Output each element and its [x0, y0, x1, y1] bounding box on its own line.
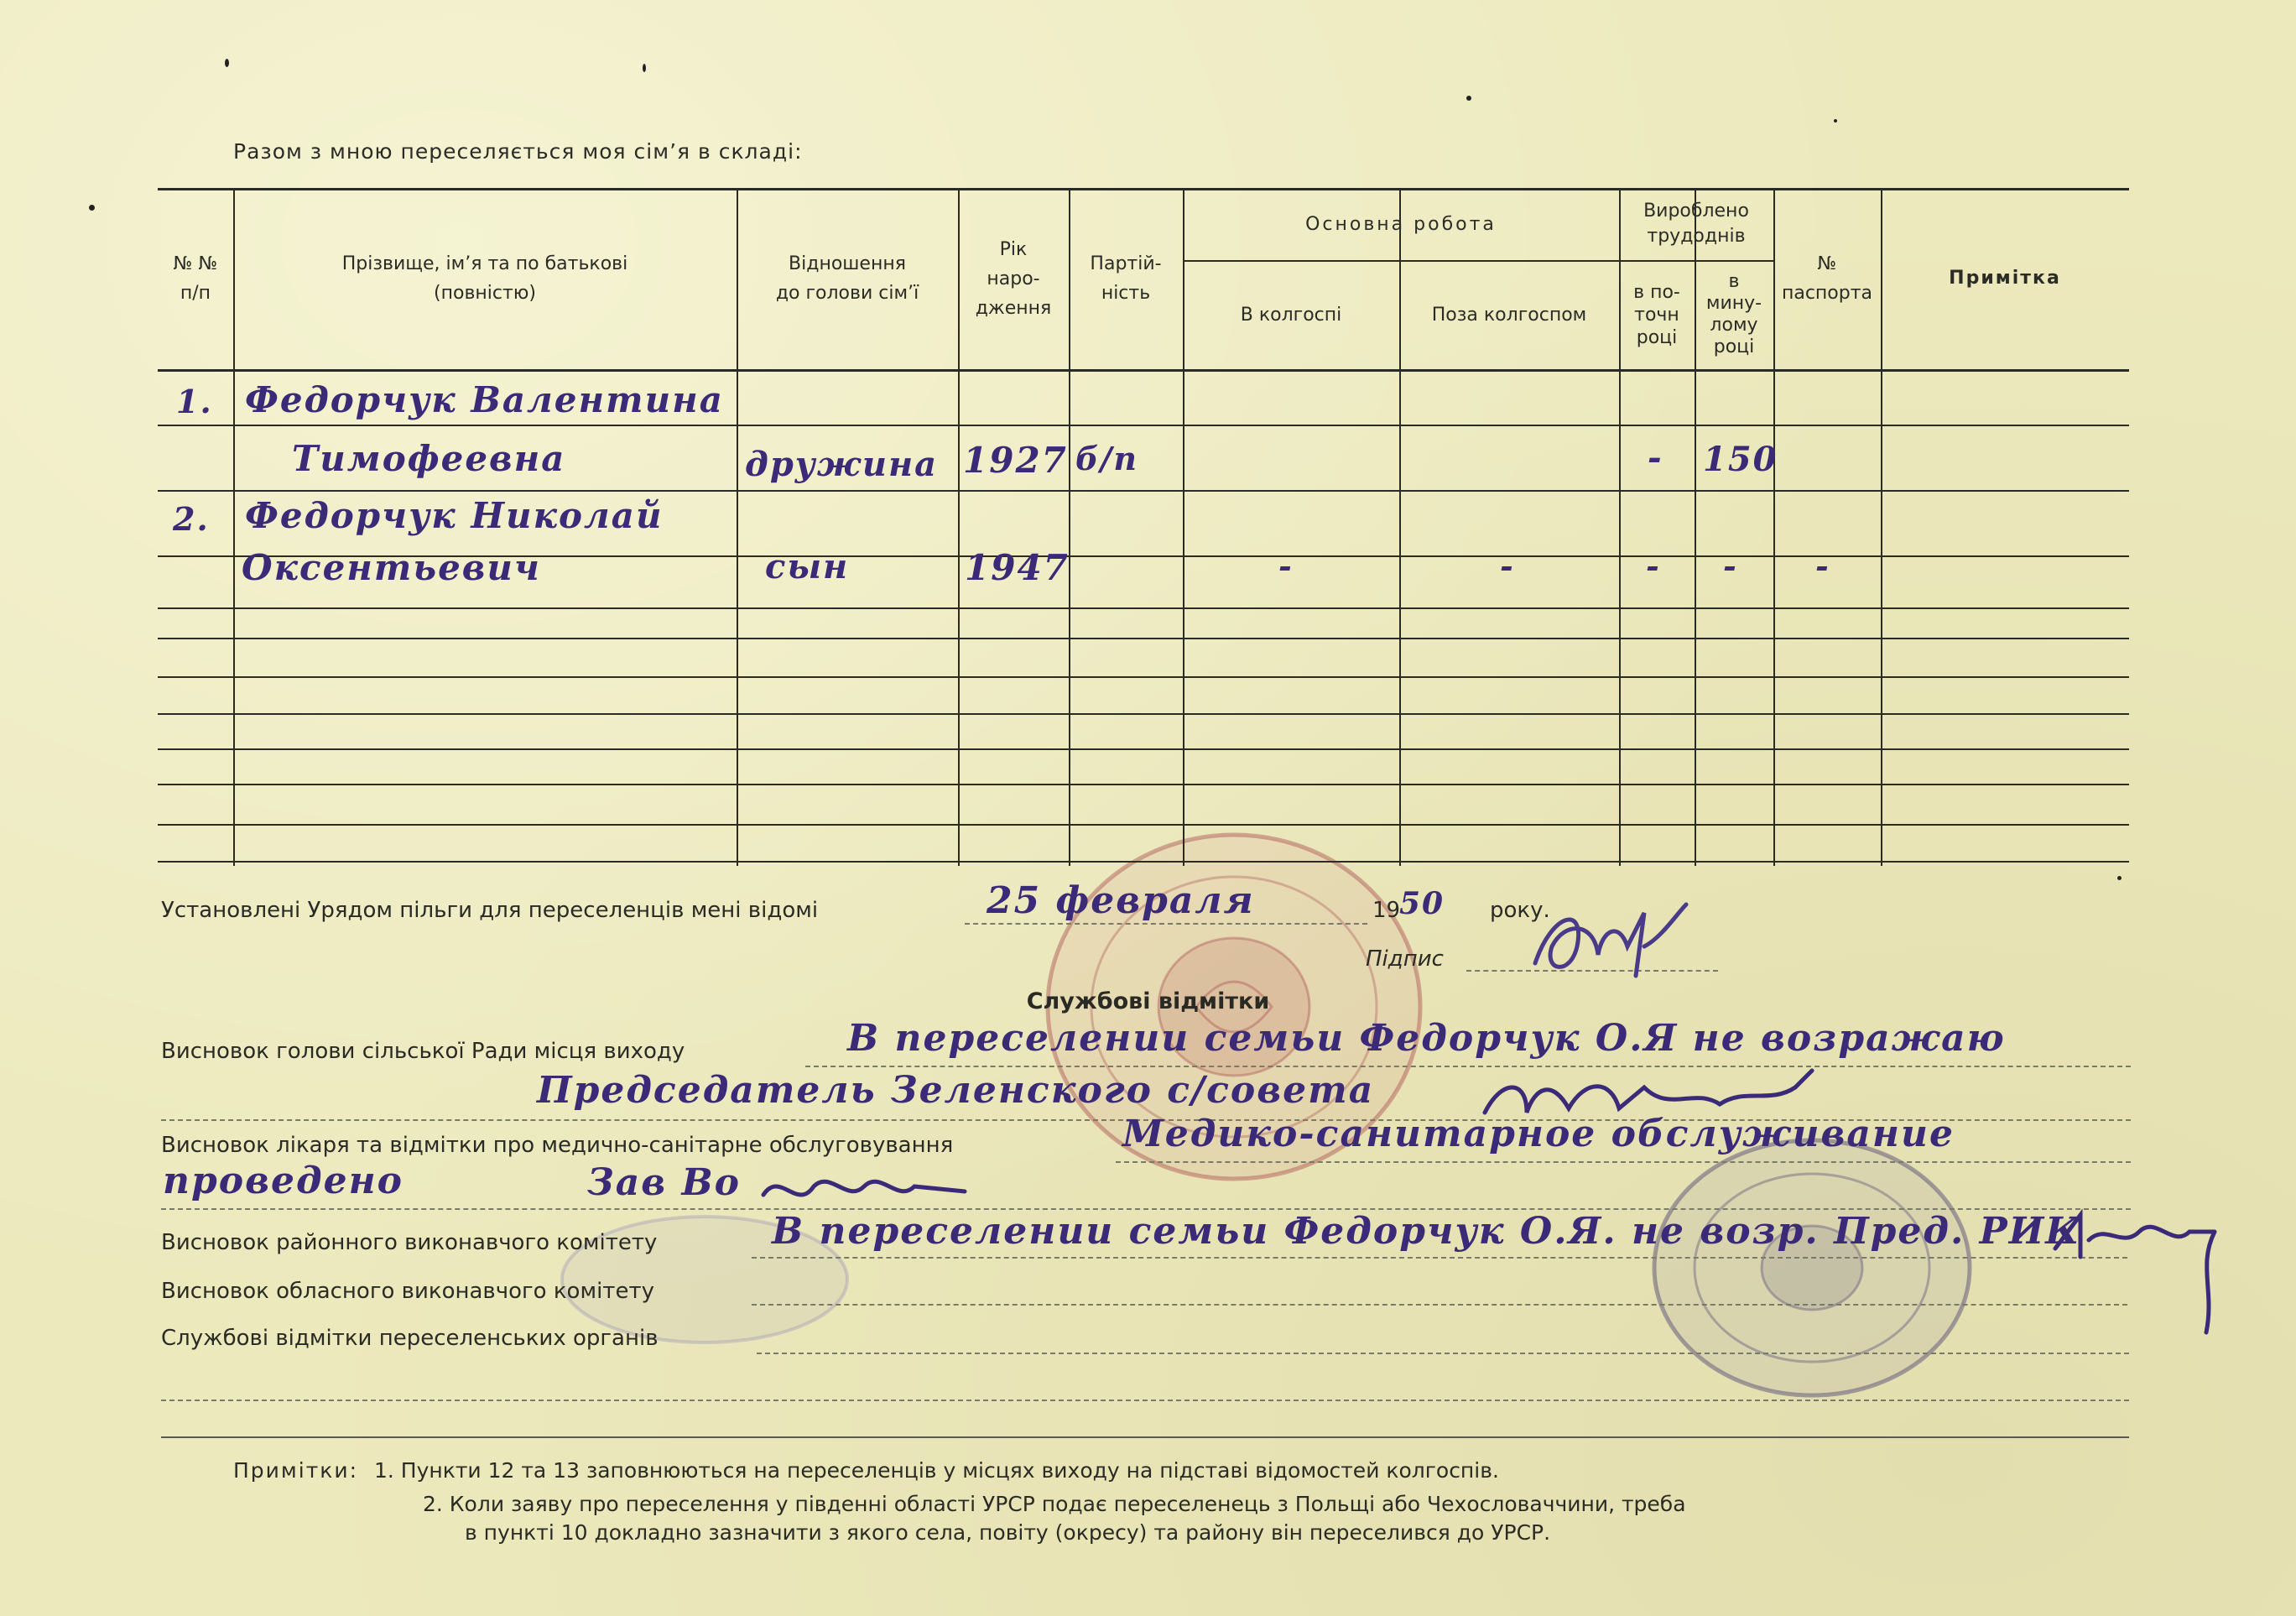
- note-2b: в пункті 10 докладно зазначити з якого села, повіту (окресу) та району він переселився до УРСР.: [465, 1520, 1551, 1545]
- row1-relation: дружина: [745, 445, 939, 484]
- row-rule: [158, 490, 2129, 492]
- row-rule: [158, 748, 2129, 750]
- family-members-table: [158, 188, 2129, 866]
- row1-name-line1: Федорчук Валентина: [245, 379, 724, 420]
- header-workdays: Вироблено трудоднів: [1643, 201, 1749, 247]
- row-rule: [158, 784, 2129, 785]
- district-committee-conclusion: В переселении семьи Федорчук О.Я. не возр. Пред. РИК: [772, 1210, 2081, 1253]
- speck: [89, 205, 95, 211]
- doctor-conclusion: Медико-санитарное обслуживание: [1122, 1113, 1955, 1155]
- row1-name-line2: Тимофеевна: [292, 438, 566, 479]
- speck: [1834, 119, 1837, 123]
- district-committee-label: Висновок районного виконавчого комітету: [161, 1230, 658, 1255]
- header-passport: № паспорта: [1781, 253, 1873, 304]
- row2-name-line1: Федорчук Николай: [245, 495, 664, 536]
- table-bottom-rule: [158, 861, 2129, 863]
- row2-relation: сын: [765, 547, 850, 586]
- header-note: Примітка: [1949, 268, 2061, 289]
- row2-name-line2: Оксентьевич: [242, 547, 541, 588]
- row-rule: [158, 425, 2129, 426]
- benefits-date-line: [965, 923, 1367, 925]
- notes-prefix: Примітки:: [233, 1458, 359, 1483]
- row-rule: [158, 713, 2129, 715]
- header-outside-kolhosp: Поза колгоспом: [1431, 304, 1587, 326]
- benefits-year-prefix: 19: [1372, 898, 1401, 923]
- header-party: Партій- ність: [1090, 253, 1162, 304]
- district-committee-line: [752, 1257, 2127, 1259]
- village-council-signer: Председатель Зеленского с/совета: [537, 1069, 1375, 1112]
- header-last-year: в мину- лому році: [1705, 271, 1762, 357]
- row2-num: 2.: [173, 500, 210, 538]
- speck: [2117, 876, 2122, 880]
- service-title: Службові відмітки: [1026, 988, 1270, 1014]
- header-birth-year: Рік наро- дження: [975, 238, 1052, 319]
- village-council-conclusion: В переселении семьи Федорчук О.Я не возражаю: [847, 1017, 2006, 1060]
- row1-num: 1.: [176, 383, 213, 420]
- resettlement-organs-line: [757, 1353, 2129, 1354]
- section-bottom-rule: [161, 1436, 2129, 1438]
- intro-text: Разом з мною переселяється моя сім’я в складі:: [233, 139, 803, 164]
- doctor-signer: Зав Во: [587, 1161, 741, 1204]
- oblast-committee-label: Висновок обласного виконавчого комітету: [161, 1279, 654, 1304]
- row1-current-year: -: [1648, 438, 1663, 477]
- speck: [225, 59, 229, 67]
- row-rule: [158, 638, 2129, 639]
- table-header-bottom-rule: [158, 369, 2129, 372]
- row1-last-year: 150: [1703, 440, 1778, 479]
- row2-birth-year: 1947: [965, 547, 1070, 588]
- doctor-line: [1116, 1161, 2131, 1163]
- village-council-line: [805, 1066, 2131, 1067]
- row1-party: б/п: [1075, 440, 1138, 477]
- resettlement-organs-line-2: [161, 1400, 2129, 1401]
- speck: [1466, 96, 1471, 101]
- doctor-label: Висновок лікаря та відмітки про медично-санітарне обслуговування: [161, 1133, 954, 1158]
- note-2a: 2. Коли заяву про переселення у південні області УРСР подає переселенець з Польщі або Чехословаччини, треба: [423, 1492, 1686, 1516]
- header-main-work: Основна робота: [1305, 213, 1497, 235]
- doctor-conclusion-2: проведено: [163, 1160, 404, 1202]
- row2-in-kolhosp: -: [1278, 547, 1294, 585]
- speck: [643, 64, 646, 72]
- row2-current-year: -: [1646, 547, 1661, 585]
- benefits-year-suffix: року.: [1490, 898, 1550, 923]
- benefits-year: 50: [1399, 886, 1445, 921]
- round-stamp-district-committee: [1644, 1129, 1980, 1406]
- header-name: Прізвище, ім’я та по батькові (повністю): [341, 253, 628, 304]
- row2-outside-kolhosp: -: [1500, 547, 1515, 585]
- row-rule: [158, 607, 2129, 609]
- signature-label: Підпис: [1366, 946, 1444, 972]
- oblast-committee-line: [752, 1304, 2127, 1306]
- signature-image: [1518, 896, 1695, 988]
- note-1: 1. Пункти 12 та 13 заповнюються на переселенців у місцях виходу на підставі відомостей колгоспів.: [374, 1458, 1499, 1483]
- header-in-kolhosp: В колгоспі: [1240, 304, 1342, 326]
- benefits-date: 25 февраля: [987, 879, 1255, 922]
- district-chairman-signature: [2047, 1198, 2231, 1341]
- row2-passport: -: [1815, 547, 1830, 585]
- row-rule: [158, 824, 2129, 826]
- header-current-year: в по- точн році: [1633, 281, 1680, 348]
- row2-last-year: -: [1723, 547, 1738, 585]
- row-rule: [158, 676, 2129, 678]
- header-num: № № п/п: [173, 253, 218, 304]
- header-relation: Відношення до голови сім’ї: [775, 253, 919, 304]
- benefits-label: Установлені Урядом пільги для переселенців мені відомі: [161, 898, 819, 923]
- resettlement-organs-label: Службові відмітки переселенських органів: [161, 1326, 659, 1351]
- village-council-label: Висновок голови сільської Ради місця виходу: [161, 1039, 685, 1064]
- row1-birth-year: 1927: [963, 440, 1068, 481]
